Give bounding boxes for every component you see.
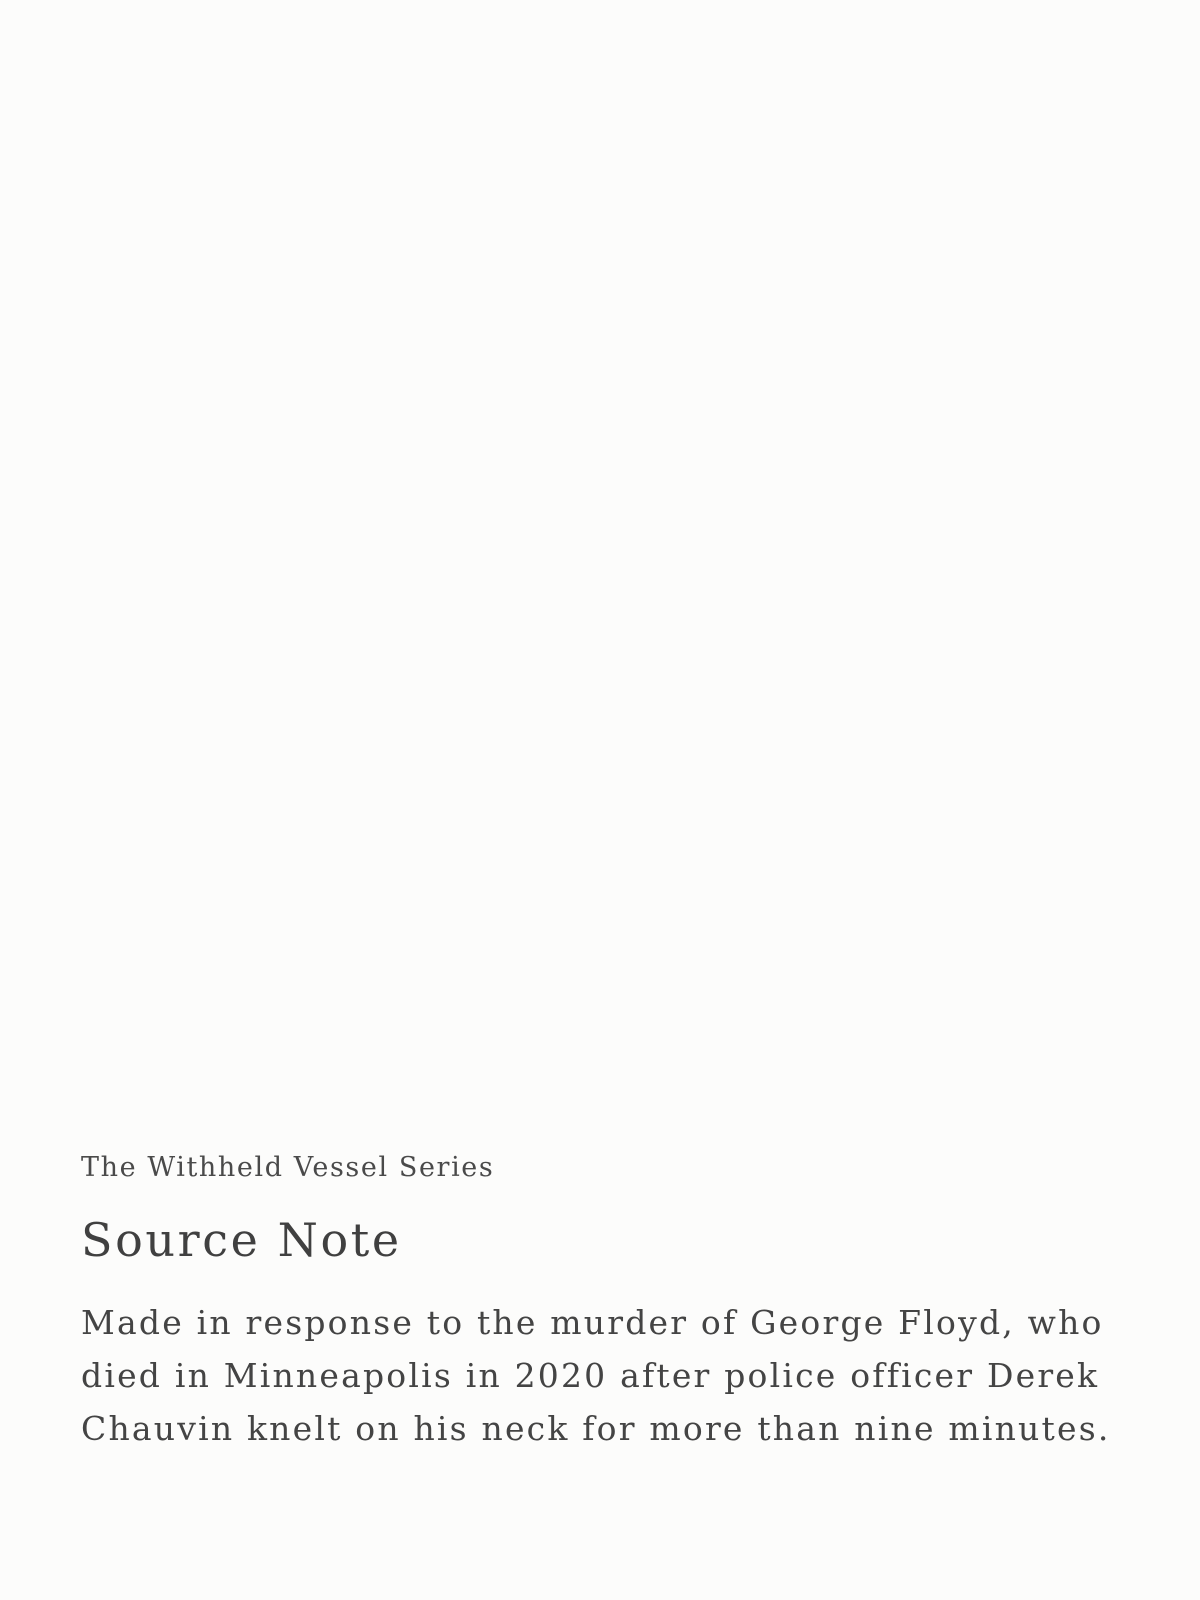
note-body-line: died in Minneapolis in 2020 after police officer Derek	[81, 1356, 1100, 1395]
series-label: The Withheld Vessel Series	[81, 1152, 495, 1183]
note-title: Source Note	[81, 1213, 402, 1267]
note-body-line: Made in response to the murder of George Floyd, who	[81, 1303, 1104, 1342]
note-body-line: Chauvin knelt on his neck for more than nine minutes.	[81, 1409, 1111, 1448]
note-body	[81, 1296, 1116, 1455]
source-note-block	[81, 1148, 1121, 1455]
